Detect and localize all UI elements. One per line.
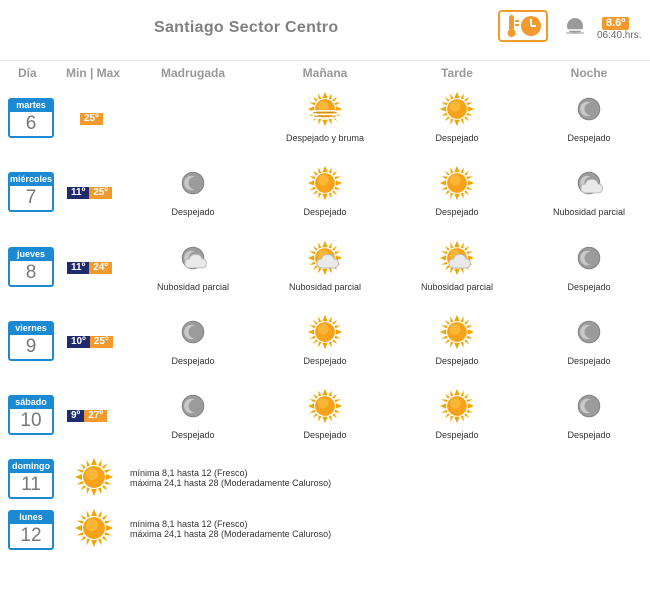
forecast-cell [392,91,522,143]
min-temp: 10º [67,336,90,348]
current-temperature: 8.6º [602,17,629,30]
column-header-noche: Noche [570,66,608,80]
min-range-text: mínima 8,1 hasta 12 (Fresco) [130,519,248,529]
forecast-description: Despejado [171,430,215,440]
forecast-cell [524,388,650,440]
day-number: 10 [20,410,42,431]
column-header-tarde: Tarde [441,66,473,80]
min-range-text: mínima 8,1 hasta 12 (Fresco) [130,468,248,478]
day-name: jueves [10,249,52,261]
day-name: martes [10,100,52,112]
header-bar [0,0,650,61]
forecast-cell [524,314,650,366]
column-header-min-max: Min | Max [66,66,121,80]
forecast-cell [524,165,650,217]
min-temp: 9º [67,410,84,422]
forecast-cell [260,91,390,143]
day-card [8,395,54,435]
forecast-description: Despejado [303,207,347,217]
forecast-cell [524,240,650,292]
forecast-cell [392,314,522,366]
forecast-description: Despejado [435,430,479,440]
hourly-forecast-button[interactable] [498,10,548,42]
sun-icon [439,165,475,201]
moon-haze-icon [563,17,587,39]
forecast-cell [128,240,258,292]
forecast-description: Despejado [567,282,611,292]
max-temp: 25º [89,187,112,199]
forecast-description: Nubosidad parcial [420,282,494,292]
day-name: viernes [10,323,52,335]
min-max-temps [67,410,107,422]
max-range-text: máxima 24,1 hasta 28 (Moderadamente Caluroso) [130,529,332,539]
moon-icon [571,240,607,276]
forecast-cell [392,388,522,440]
day-card [8,172,54,212]
forecast-description: Despejado [171,207,215,217]
sun-icon [74,457,114,497]
thermometer-clock-icon [500,12,546,40]
day-name: domingo [12,461,50,471]
max-range-text: máxima 24,1 hasta 28 (Moderadamente Caluroso) [130,478,332,488]
forecast-description: Despejado [435,133,479,143]
forecast-cell [260,388,390,440]
sun-icon [307,314,343,350]
column-header-manana: Mañana [302,66,348,80]
sun-icon [307,165,343,201]
sun-icon [307,388,343,424]
day-number: 12 [20,525,42,546]
day-name: miércoles [10,174,52,184]
page-title: Santiago Sector Centro [154,19,339,36]
min-temp: 11º [67,187,89,199]
max-temp: 27º [84,410,107,422]
max-temp: 24º [89,262,112,274]
forecast-description: Despejado [303,430,347,440]
day-number: 8 [25,262,37,283]
day-card [8,98,54,138]
max-temp: 25º [90,336,113,348]
sun-cloud-icon [307,240,343,276]
forecast-description: Despejado [567,133,611,143]
forecast-description: Despejado [303,356,347,366]
max-temp: 25º [80,113,103,125]
day-number: 7 [25,187,37,208]
forecast-cell [392,165,522,217]
moon-icon [571,388,607,424]
min-max-temps [80,113,103,125]
moon-icon [175,165,211,201]
sun-icon [439,91,475,127]
day-card [8,321,54,361]
forecast-description: Nubosidad parcial [156,282,230,292]
forecast-description: Despejado [435,356,479,366]
min-temp: 11º [67,262,89,274]
forecast-description: Despejado [567,430,611,440]
day-card [8,459,54,499]
forecast-cell [128,388,258,440]
sun-icon [439,314,475,350]
forecast-cell [128,314,258,366]
day-card [8,510,54,550]
forecast-description: Nubosidad parcial [288,282,362,292]
forecast-cell [392,240,522,292]
forecast-description: Despejado [435,207,479,217]
day-name: lunes [10,512,52,524]
column-header-day: Día [18,66,37,80]
moon-cloud-icon [571,165,607,201]
forecast-cell [260,165,390,217]
day-card [8,247,54,287]
temperature-range [130,468,331,488]
forecast-description: Nubosidad parcial [552,207,626,217]
day-number: 6 [25,113,37,134]
moon-cloud-icon [175,240,211,276]
sun-haze-icon [307,91,343,127]
sun-cloud-icon [439,240,475,276]
day-number: 9 [25,336,37,357]
column-header-madrugada: Madrugada [160,66,225,80]
moon-icon [571,314,607,350]
forecast-description: Despejado [171,356,215,366]
forecast-cell [128,165,258,217]
forecast-description: Despejado [567,356,611,366]
moon-icon [175,388,211,424]
forecast-cell [260,314,390,366]
forecast-cell [260,240,390,292]
sun-icon [74,508,114,548]
day-name: sábado [10,397,52,409]
min-max-temps [67,262,112,274]
moon-icon [571,91,607,127]
min-max-temps [67,336,113,348]
sun-icon [439,388,475,424]
temperature-range [130,519,331,539]
forecast-description: Despejado y bruma [285,133,365,143]
current-time: 06:40.hrs. [597,30,642,41]
forecast-cell [524,91,650,143]
moon-icon [175,314,211,350]
day-number: 11 [21,474,41,495]
min-max-temps [67,187,112,199]
